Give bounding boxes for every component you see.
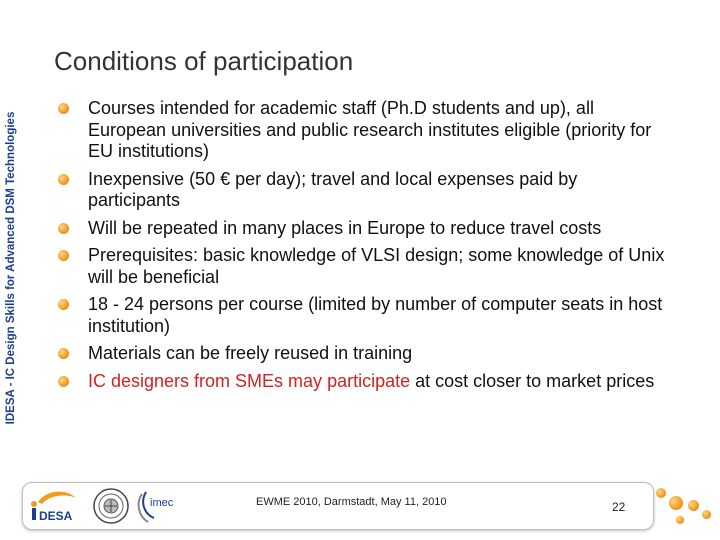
bullet-text: at cost closer to market prices	[410, 370, 655, 391]
bullet-text: 18 - 24 persons per course (limited by number of computer seats in host institution)	[88, 294, 663, 336]
decorative-dot-icon	[656, 488, 666, 498]
university-seal-logo	[92, 487, 130, 525]
imec-logo	[136, 488, 184, 526]
footer-event-text: EWME 2010, Darmstadt, May 11, 2010	[256, 496, 447, 508]
bullet-dot-icon	[58, 299, 69, 310]
bullet-dot-icon	[58, 376, 69, 387]
page-number: 22	[612, 500, 626, 514]
bullet-item	[56, 371, 666, 393]
bullet-list	[56, 98, 666, 398]
bullet-text: Materials can be freely reused in training	[88, 343, 413, 363]
bullet-text: Courses intended for academic staff (Ph.D students and up), all European universities and public research institutes eligible (priority for EU institutions)	[88, 98, 652, 161]
bullet-dot-icon	[58, 103, 69, 114]
bullet-dot-icon	[58, 348, 69, 359]
desa-logo-text: DESA	[39, 509, 73, 523]
bullet-item	[56, 169, 666, 212]
bullet-item	[56, 218, 666, 240]
bullet-item	[56, 245, 666, 288]
bullet-dot-icon	[58, 250, 69, 261]
slide-title: Conditions of participation	[54, 46, 354, 76]
decorative-dot-icon	[688, 500, 699, 511]
desa-logo	[28, 486, 80, 524]
bullet-dot-icon	[58, 174, 69, 185]
imec-logo-icon	[136, 488, 184, 526]
bullet-text: Inexpensive (50 € per day); travel and local expenses paid by participants	[88, 168, 578, 210]
decorative-dot-icon	[702, 510, 711, 519]
bullet-highlight-text: IC designers from SMEs may participate	[88, 370, 411, 391]
imec-logo-text: imec	[150, 497, 174, 509]
desa-logo-icon	[28, 486, 80, 524]
bullet-item	[56, 98, 666, 163]
bullet-item	[56, 343, 666, 365]
bullet-item	[56, 294, 666, 337]
side-label-text: IDESA - IC Design Skills for Advanced DSM Technologies	[5, 111, 17, 425]
bullet-dot-icon	[58, 223, 69, 234]
decorative-dot-icon	[669, 496, 683, 510]
seal-icon	[92, 487, 130, 525]
side-label	[0, 0, 22, 480]
bullet-text: Will be repeated in many places in Europe to reduce travel costs	[88, 217, 602, 238]
bullet-text: Prerequisites: basic knowledge of VLSI design; some knowledge of Unix will be beneficial	[88, 245, 665, 287]
decorative-dot-icon	[676, 516, 684, 524]
